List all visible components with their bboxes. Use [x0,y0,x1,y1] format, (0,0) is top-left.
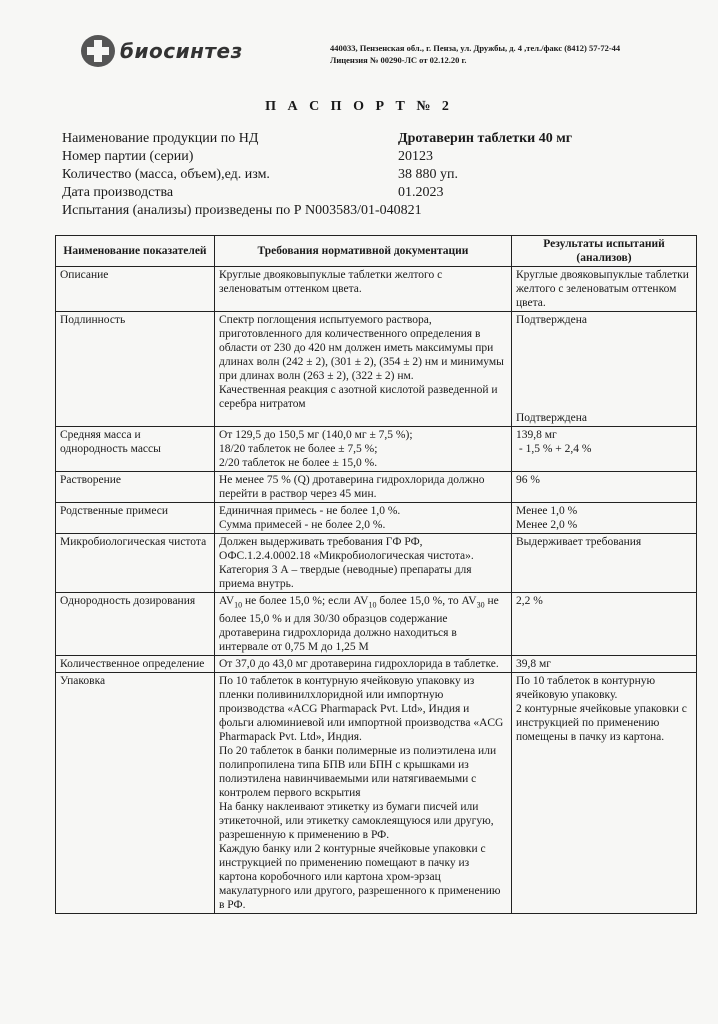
page-title: П А С П О Р Т № 2 [265,99,453,114]
row-name: Микробиологическая чистота [56,534,215,593]
requirement-line: По 20 таблеток в банки полимерные из полиэтилена или полипропилена типа БПВ или БПН с крышками из полиэтилена навинчиваемыми или натягиваемыми с контролем первого вскрытия [219,745,497,800]
requirement-line: Сумма примесей - не более 2,0 %. [219,519,386,531]
table-row [56,312,697,427]
row-name: Количественное определение [56,656,215,673]
row-result: 39,8 мг [512,656,697,673]
row-result [512,427,697,472]
header-requirements: Требования нормативной документации [215,236,512,267]
row-name: Средняя масса и однородность массы [56,427,215,472]
result-line: По 10 таблеток в контурную ячейковую упаковку. [516,675,656,702]
table-row [56,534,697,593]
row-requirement: Должен выдерживать требования ГФ РФ, ОФС.1.2.4.0002.18 «Микробиологическая чистота». Категория 3 А – твердые (неводные) препараты для приема внутрь. [215,534,512,593]
requirement-line: Единичная примесь - не более 1,0 %. [219,505,401,517]
result-line: Подтверждена [516,314,587,326]
header-indicator: Наименование показателей [56,236,215,267]
table-row [56,593,697,656]
row-result [512,673,697,914]
row-result [512,503,697,534]
row-result: Круглые двояковыпуклые таблетки желтого с зеленоватым оттенком цвета. [512,267,697,312]
info-value: 38 880 уп. [398,167,458,182]
row-result: Выдерживает требования [512,534,697,593]
req-text: более 15,0 %, то AV [376,595,477,607]
row-requirement [215,503,512,534]
address-line: 440033, Пензенская обл., г. Пенза, ул. Дружбы, д. 4 ,тел./факс (8412) 57-72-44 [330,43,621,53]
result-line: Менее 2,0 % [516,519,578,531]
company-address [330,42,710,66]
req-text: AV [219,595,235,607]
tests-line: Испытания (анализы) произведены по Р N003583/01-040821 [62,203,422,218]
result-line: Менее 1,0 % [516,505,578,517]
result-line: 2 контурные ячейковые упаковки с инструкцией по применению помещены в пачку из картона. [516,703,687,744]
requirement-line: Качественная реакция с азотной кислотой разведенной и серебра нитратом [219,384,498,410]
requirement-line: Спектр поглощения испытуемого раствора, приготовленного для количественного определения в области от 230 до 420 нм должен иметь максимумы при длинах волн (242 ± 2), (301 ± 2), (354 ± 2) нм и минимумы при длинах волн (263 ± 2), (322 ± 2) нм. [219,314,504,382]
row-name: Упаковка [56,673,215,914]
row-result: 96 % [512,472,697,503]
letterhead [80,34,700,74]
row-result: 2,2 % [512,593,697,656]
requirement-line: Каждую банку или 2 контурные ячейковые упаковки с инструкцией по применению помещают в пачку из картона коробочного или картона хром-эрзац макулатурного или другого, разрешенного к применению в РФ. [219,843,501,912]
license-line: Лицензия № 00290-ЛС от 02.12.20 г. [330,55,467,65]
row-requirement [215,593,512,656]
row-requirement [215,427,512,472]
table-row [56,267,697,312]
info-label: Наименование продукции по НД [62,131,259,146]
req-sub: 30 [476,600,485,610]
result-line: 139,8 мг [516,429,557,441]
result-line: - 1,5 % + 2,4 % [516,443,592,455]
row-requirement: Круглые двояковыпуклые таблетки желтого с зеленоватым оттенком цвета. [215,267,512,312]
info-value: 01.2023 [398,185,444,200]
info-value: Дротаверин таблетки 40 мг [398,131,573,146]
req-text: не более 15,0 % и для 30/30 образцов содержание дротаверина гидрохлорида должно находиться в интервале от 0,75 М до 1,25 М [219,595,499,654]
table-row [56,427,697,472]
table-row [56,656,697,673]
row-requirement [215,673,512,914]
info-value: 20123 [398,149,433,164]
result-line: Подтверждена [516,412,587,424]
table-row [56,673,697,914]
info-label: Количество (масса, объем),ед. изм. [62,167,270,182]
table-header-row [56,236,697,267]
requirement-line: По 10 таблеток в контурную ячейковую упаковку из пленки поливинилхлоридной или импортную производства «ACG Pharmapack Pvt. Ltd», Индия и фольги алюминиевой или импортной производства «ACG Pharmapack Pvt. Ltd», Индия. [219,675,504,744]
row-requirement [215,312,512,427]
logo-text: биосинтез [120,39,243,63]
row-name: Описание [56,267,215,312]
requirement-line: 18/20 таблеток не более ± 7,5 %; [219,443,378,455]
req-sub: 10 [234,600,243,610]
row-name: Растворение [56,472,215,503]
company-logo [80,34,243,68]
row-name: Родственные примеси [56,503,215,534]
requirement-line: От 129,5 до 150,5 мг (140,0 мг ± 7,5 %); [219,429,413,441]
cross-logo-icon [80,34,116,68]
header-results: Результаты испытаний (анализов) [512,236,697,267]
requirement-line: На банку наклеивают этикетку из бумаги писчей или этикеточной, или этикетку самоклеящуюся или другую, разрешенную к применению в РФ. [219,801,494,842]
info-label: Дата производства [62,185,174,200]
requirement-line: 2/20 таблеток не более ± 15,0 %. [219,457,378,469]
row-name: Однородность дозирования [56,593,215,656]
row-requirement: От 37,0 до 43,0 мг дротаверина гидрохлорида в таблетке. [215,656,512,673]
table-row [56,503,697,534]
req-sub: 10 [368,600,377,610]
row-requirement: Не менее 75 % (Q) дротаверина гидрохлорида должно перейти в раствор через 45 мин. [215,472,512,503]
results-table [55,235,697,914]
req-text: не более 15,0 %; если AV [242,595,369,607]
table-row [56,472,697,503]
info-label: Номер партии (серии) [62,149,194,164]
row-result [512,312,697,427]
row-name: Подлинность [56,312,215,427]
